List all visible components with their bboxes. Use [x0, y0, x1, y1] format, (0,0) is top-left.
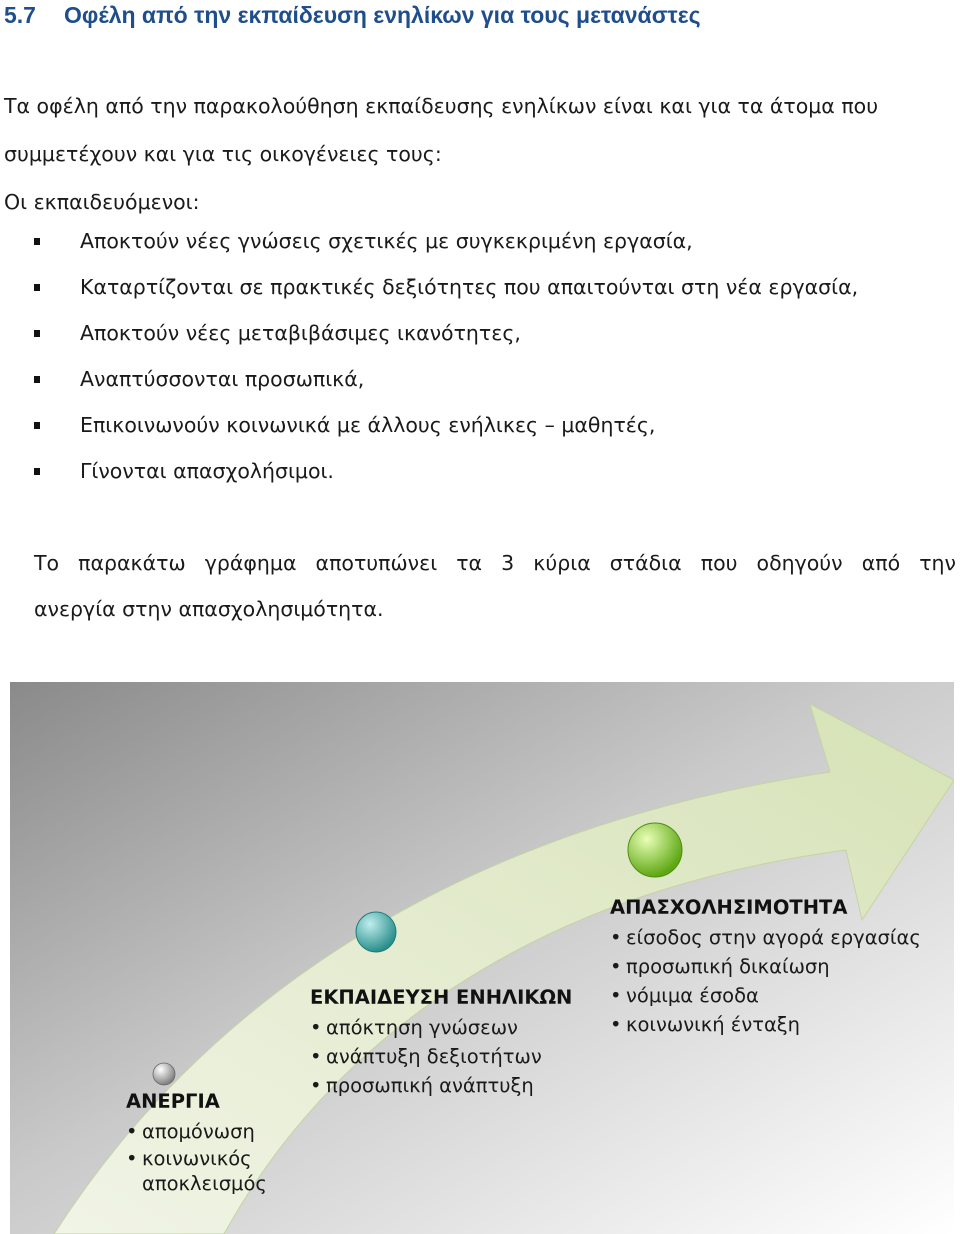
square-bullet-icon: [34, 238, 40, 245]
square-bullet-icon: [34, 422, 40, 429]
stage-item: • προσωπική ανάπτυξη: [310, 1071, 572, 1100]
grey-circle-icon: [153, 1063, 175, 1085]
intro-paragraph: [4, 82, 960, 226]
stage-title: ΑΠΑΣΧΟΛΗΣΙΜΟΤΗΤΑ: [610, 896, 848, 919]
section-heading: [4, 2, 701, 29]
intro-line-3: Οι εκπαιδευόμενοι:: [4, 190, 200, 214]
square-bullet-icon: [34, 284, 40, 291]
stage-title: ΕΚΠΑΙΔΕΥΣΗ ΕΝΗΛΙΚΩΝ: [310, 986, 573, 1009]
stage-item: • κοινωνική ένταξη: [610, 1010, 921, 1039]
stage-unemployment: [126, 1090, 272, 1196]
list-item: Αποκτούν νέες μεταβιβάσιμες ικανότητες,: [0, 310, 858, 356]
teal-circle-icon: [356, 912, 396, 952]
benefits-list: [0, 218, 858, 494]
stage-item: • είσοδος στην αγορά εργασίας: [610, 923, 921, 952]
square-bullet-icon: [34, 468, 40, 475]
stage-item: • νόμιμα έσοδα: [610, 981, 921, 1010]
stage-item: • απομόνωση: [126, 1117, 272, 1146]
list-item: Αποκτούν νέες γνώσεις σχετικές με συγκεκριμένη εργασία,: [0, 218, 858, 264]
square-bullet-icon: [34, 376, 40, 383]
intro-line-2: συμμετέχουν και για τις οικογένειες τους:: [4, 142, 442, 166]
list-item: Καταρτίζονται σε πρακτικές δεξιότητες που απαιτούνται στη νέα εργασία,: [0, 264, 858, 310]
stage-item: • ανάπτυξη δεξιοτήτων: [310, 1042, 572, 1071]
graph-intro-line-1: Το παρακάτω γράφημα αποτυπώνει τα 3 κύρια στάδια που οδηγούν από την: [34, 551, 956, 575]
stage-item: • κοινωνικός αποκλεισμός: [126, 1146, 272, 1196]
graph-intro-line-2: ανεργία στην απασχολησιμότητα.: [34, 597, 384, 621]
list-item: Γίνονται απασχολήσιμοι.: [0, 448, 858, 494]
stage-item: • προσωπική δικαίωση: [610, 952, 921, 981]
stages-diagram: [10, 682, 954, 1234]
square-bullet-icon: [34, 330, 40, 337]
stage-employability: [610, 896, 921, 1039]
section-title: Οφέλη από την εκπαίδευση ενηλίκων για τους μετανάστες: [63, 2, 701, 28]
intro-line-1: Τα οφέλη από την παρακολούθηση εκπαίδευσης ενηλίκων είναι και για τα άτομα που: [4, 94, 879, 118]
green-circle-icon: [628, 823, 682, 877]
stage-adult-education: [310, 986, 572, 1100]
stage-item: • απόκτηση γνώσεων: [310, 1013, 572, 1042]
section-number: 5.7: [4, 2, 36, 28]
list-item: Αναπτύσσονται προσωπικά,: [0, 356, 858, 402]
list-item: Επικοινωνούν κοινωνικά με άλλους ενήλικες – μαθητές,: [0, 402, 858, 448]
stage-title: ΑΝΕΡΓΙΑ: [126, 1090, 220, 1113]
